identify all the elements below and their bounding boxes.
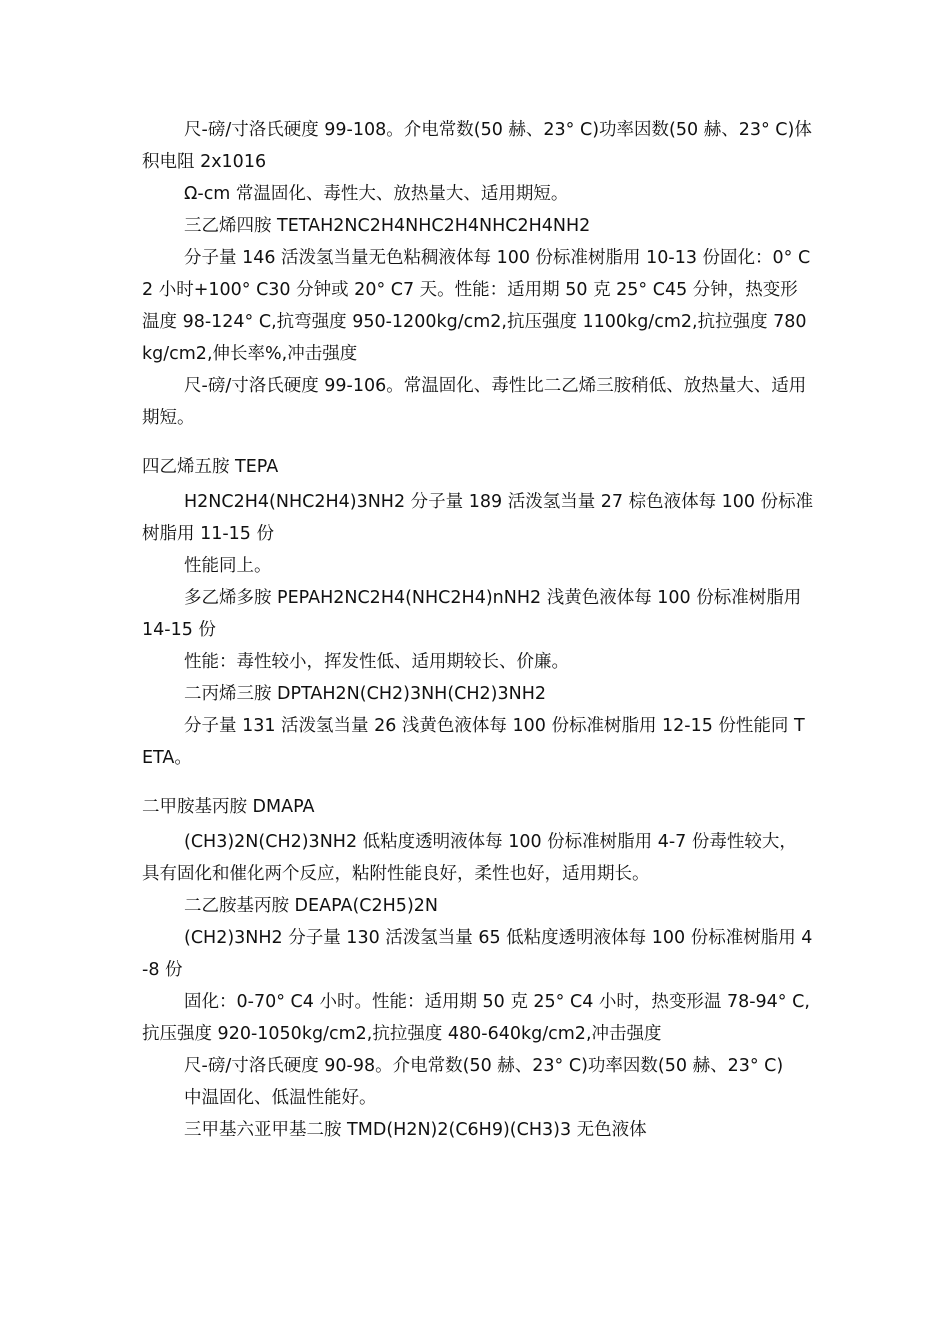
- paragraph-deapa-formula: (CH2)3NH2 分子量 130 活泼氢当量 65 低粘度透明液体每 100 份标准树脂用 4-8 份: [142, 928, 813, 980]
- heading-deapa: 二乙胺基丙胺 DEAPA(C2H5)2N: [184, 896, 438, 916]
- paragraph-tepa-performance: 性能同上。: [184, 556, 272, 576]
- paragraph-teta-hardness: 尺-磅/寸洛氏硬度 99-106。常温固化、毒性比二乙烯三胺稍低、放热量大、适用期短。: [142, 376, 807, 428]
- paragraph-deapa-hardness: 尺-磅/寸洛氏硬度 90-98。介电常数(50 赫、23° C)功率因数(50 赫、23° C): [184, 1056, 784, 1076]
- heading-tepa: 四乙烯五胺 TEPA: [142, 457, 279, 477]
- paragraph-tepa-formula: H2NC2H4(NHC2H4)3NH2 分子量 189 活泼氢当量 27 棕色液体每 100 份标准树脂用 11-15 份: [142, 492, 814, 544]
- paragraph-hardness-1: 尺-磅/寸洛氏硬度 99-108。介电常数(50 赫、23° C)功率因数(50 赫、23° C)体积电阻 2x1016: [142, 120, 812, 172]
- paragraph-teta-properties: 分子量 146 活泼氢当量无色粘稠液体每 100 份标准树脂用 10-13 份固化：0° C2 小时+100° C30 分钟或 20° C7 天。性能：适用期 50 克 25° C45 分钟，热变形温度 98-124° C,抗弯强度 950-1200kg/cm2,抗压强度 1100kg/cm2,抗拉强度 780kg/cm2,伸长率%,冲击强度: [142, 248, 811, 364]
- heading-dmapa: 二甲胺基丙胺 DMAPA: [142, 797, 315, 817]
- heading-teta: 三乙烯四胺 TETAH2NC2H4NHC2H4NHC2H4NH2: [184, 216, 591, 236]
- paragraph-pepa: 多乙烯多胺 PEPAH2NC2H4(NHC2H4)nNH2 浅黄色液体每 100 份标准树脂用 14-15 份: [142, 588, 802, 640]
- paragraph-deapa-summary: 中温固化、低温性能好。: [184, 1088, 377, 1108]
- paragraph-dmapa-properties: (CH3)2N(CH2)3NH2 低粘度透明液体每 100 份标准树脂用 4-7 份毒性较大，具有固化和催化两个反应，粘附性能良好，柔性也好，适用期长。: [142, 832, 797, 884]
- heading-dpta: 二丙烯三胺 DPTAH2N(CH2)3NH(CH2)3NH2: [184, 684, 547, 704]
- document-body: [142, 114, 814, 1146]
- paragraph-deapa-curing: 固化：0-70° C4 小时。性能：适用期 50 克 25° C4 小时，热变形温 78-94° C,抗压强度 920-1050kg/cm2,抗拉强度 480-640kg/cm2,冲击强度: [142, 992, 810, 1044]
- paragraph-dpta-properties: 分子量 131 活泼氢当量 26 浅黄色液体每 100 份标准树脂用 12-15 份性能同 TETA。: [142, 716, 805, 768]
- paragraph-resistivity-note: Ω-cm 常温固化、毒性大、放热量大、适用期短。: [184, 184, 569, 204]
- heading-tmd: 三甲基六亚甲基二胺 TMD(H2N)2(C6H9)(CH3)3 无色液体: [184, 1120, 647, 1140]
- paragraph-pepa-performance: 性能：毒性较小，挥发性低、适用期较长、价廉。: [184, 652, 569, 672]
